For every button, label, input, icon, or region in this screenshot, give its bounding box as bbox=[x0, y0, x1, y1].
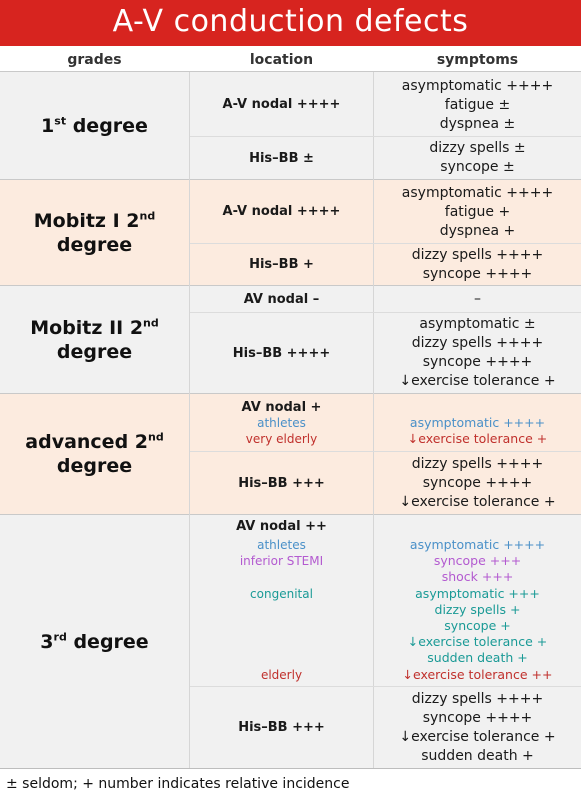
symptom-item: dizzy spells ± bbox=[429, 140, 526, 156]
symptom-item: asymptomatic ++++ bbox=[409, 537, 546, 552]
location-note-athletes: athletes bbox=[257, 416, 306, 430]
location-label: His–BB ++++ bbox=[232, 345, 331, 361]
symptom-item: fatigue + bbox=[444, 204, 511, 220]
grade-3rd-degree: 3rd degree bbox=[40, 630, 149, 653]
symptoms-cell bbox=[374, 137, 581, 179]
symptom-item: syncope ++++ bbox=[422, 354, 533, 370]
symptom-item: dizzy spells ++++ bbox=[411, 455, 544, 472]
symptoms-cell bbox=[374, 244, 581, 285]
symptom-item: syncope ± bbox=[440, 159, 515, 175]
symptom-item: dizzy spells ++++ bbox=[411, 246, 544, 263]
symptoms-cell bbox=[374, 182, 581, 243]
location-note-very-elderly: very elderly bbox=[245, 432, 318, 446]
location-note-congenital: congenital bbox=[250, 587, 313, 601]
location-cell bbox=[190, 180, 373, 243]
location-note-inferior-stemi: inferior STEMI bbox=[239, 554, 324, 568]
header-symptoms: symptoms bbox=[436, 52, 519, 68]
symptom-item: dizzy spells ++++ bbox=[411, 690, 544, 707]
location-label: AV nodal ++ bbox=[236, 519, 327, 534]
grade-advanced-2nd: advanced 2nd degree bbox=[25, 430, 164, 477]
location-cell bbox=[190, 313, 373, 393]
symptom-item: ↓exercise tolerance + bbox=[399, 373, 556, 389]
location-cell bbox=[190, 72, 373, 136]
footnote: ± seldom; + number indicates relative incidence bbox=[0, 768, 581, 801]
symptom-item: – bbox=[474, 290, 481, 307]
symptoms-cell bbox=[374, 452, 581, 514]
grade-mobitz-i: Mobitz I 2nd degree bbox=[33, 209, 156, 256]
page-title: A-V conduction defects bbox=[0, 0, 581, 46]
header-grades: grades bbox=[67, 52, 122, 68]
symptom-item: ↓exercise tolerance + bbox=[407, 634, 548, 649]
location-label: His–BB +++ bbox=[238, 475, 325, 491]
symptom-item: ↓exercise tolerance + bbox=[399, 493, 556, 510]
symptom-item: dizzy spells ++++ bbox=[411, 335, 544, 351]
location-cell bbox=[190, 452, 373, 514]
header-location: location bbox=[249, 52, 314, 68]
location-note-athletes: athletes bbox=[257, 538, 306, 552]
symptom-item: ↓exercise tolerance ++ bbox=[402, 667, 553, 682]
location-label: AV nodal + bbox=[241, 400, 322, 415]
symptom-item: asymptomatic ++++ bbox=[409, 414, 546, 430]
symptom-item: ↓exercise tolerance + bbox=[399, 728, 556, 745]
symptom-item: dyspnea ± bbox=[439, 115, 516, 132]
location-cell bbox=[190, 244, 373, 285]
location-cell bbox=[190, 396, 373, 451]
symptoms-cell bbox=[374, 687, 581, 768]
symptoms-cell bbox=[374, 74, 581, 136]
symptom-item: sudden death + bbox=[421, 747, 534, 764]
location-cell bbox=[190, 137, 373, 179]
symptoms-cell bbox=[374, 313, 581, 393]
symptom-item: dyspnea + bbox=[439, 223, 516, 239]
location-cell bbox=[190, 687, 373, 768]
location-note-elderly: elderly bbox=[260, 668, 303, 682]
location-label: His–BB + bbox=[249, 257, 314, 272]
location-cell bbox=[190, 286, 373, 312]
symptom-item: shock +++ bbox=[441, 569, 514, 584]
location-label: His–BB +++ bbox=[238, 720, 325, 735]
symptom-item: sudden death + bbox=[427, 650, 528, 665]
symptom-item: asymptomatic ++++ bbox=[401, 77, 554, 94]
symptom-item: asymptomatic ± bbox=[419, 316, 536, 332]
symptom-item: asymptomatic ++++ bbox=[401, 185, 554, 201]
symptom-item: asymptomatic +++ bbox=[415, 586, 540, 601]
symptom-item: syncope ++++ bbox=[422, 265, 533, 282]
location-label: A-V nodal ++++ bbox=[222, 96, 341, 112]
location-label: A-V nodal ++++ bbox=[222, 204, 341, 219]
symptom-item: syncope ++++ bbox=[422, 709, 533, 726]
grade-1st-degree: 1st degree bbox=[41, 114, 148, 137]
symptom-item: fatigue ± bbox=[444, 96, 511, 113]
grade-mobitz-ii: Mobitz II 2nd degree bbox=[30, 316, 159, 363]
location-label: AV nodal – bbox=[243, 291, 320, 307]
symptom-item: syncope ++++ bbox=[422, 474, 533, 491]
symptom-item: syncope + bbox=[444, 618, 511, 633]
symptoms-cell bbox=[374, 286, 581, 312]
symptoms-cell bbox=[374, 410, 581, 451]
symptom-item: syncope +++ bbox=[433, 553, 522, 568]
symptom-item: dizzy spells + bbox=[434, 602, 521, 617]
location-label: His–BB ± bbox=[249, 150, 314, 166]
symptom-item: ↓exercise tolerance + bbox=[407, 430, 548, 446]
